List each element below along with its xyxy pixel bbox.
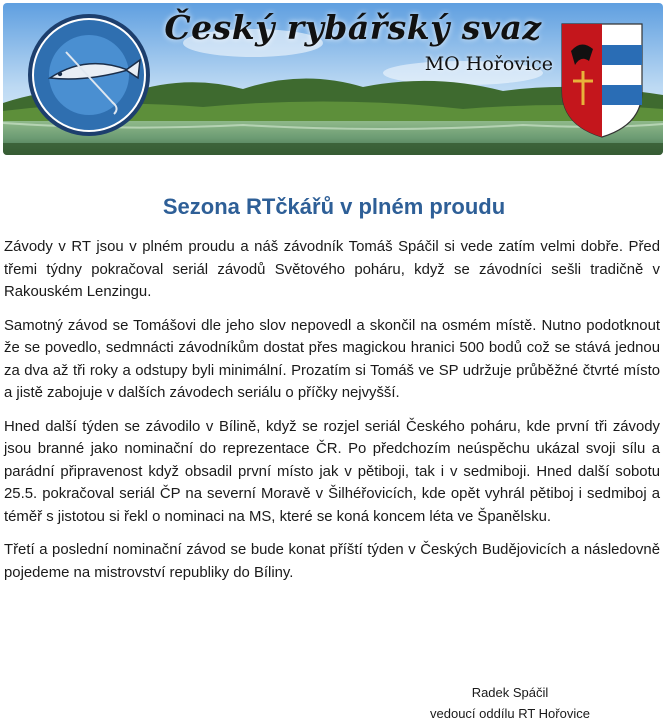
union-title: Český rybářský svaz [164,8,542,47]
article-title: Sezona RTčkářů v plném proudu [162,194,506,219]
fishing-union-emblem [26,12,152,138]
signature [380,682,640,724]
article-body [4,236,660,595]
article-paragraph: Hned další týden se závodilo v Bílině, když se rozjel seriál Českého poháru, kde první tři závody jsou branné jako nominační do reprezentace ČR. Po předchozím neúspěchu ukázal svoji sílu a parádní připravenost když obsadil první místo jak v pětiboji, tak i v sedmiboji. Hned další sobotu 25.5. pokračoval seriál ČP na severní Moravě v Šilhéřovicích, kde opět vyhrál pětiboj i sedmiboj a téměř s jistotou si řekl o nominaci na MS, které se koná koncem léta ve Španělsku. [4,418,660,525]
article-paragraph: Třetí a poslední nominační závod se bude konat příští týden v Českých Budějovicích a následovně pojedeme na mistrovství republiky do Bíliny. [4,542,660,581]
signature-role: vedoucí oddílu RT Hořovice [430,706,590,721]
article-paragraph: Samotný závod se Tomášovi dle jeho slov nepovedl a skončil na osmém místě. Nutno podotknout že se povedlo, sedmnácti závodníkům dostat přes magickou hranici 500 bodů což se stává jednou za dva až tři roky a odstupy byli minimální. Prozatím si Tomáš ve SP udržuje průběžné čtvrté místo a jistě zabojuje v dalších závodech seriálu o příčky nejvyšší. [4,317,660,401]
branch-subtitle: MO Hořovice [424,53,553,75]
header-banner [3,3,663,155]
town-coat-of-arms [559,21,645,139]
signature-name: Radek Spáčil [471,685,549,700]
article-paragraph: Závody v RT jsou v plném proudu a náš závodník Tomáš Spáčil si vede zatím velmi dobře. Před třemi týdny pokračoval seriál závodů Světového poháru, když se závodníci sešli tradičně v Rakouském Lenzingu. [4,239,660,300]
